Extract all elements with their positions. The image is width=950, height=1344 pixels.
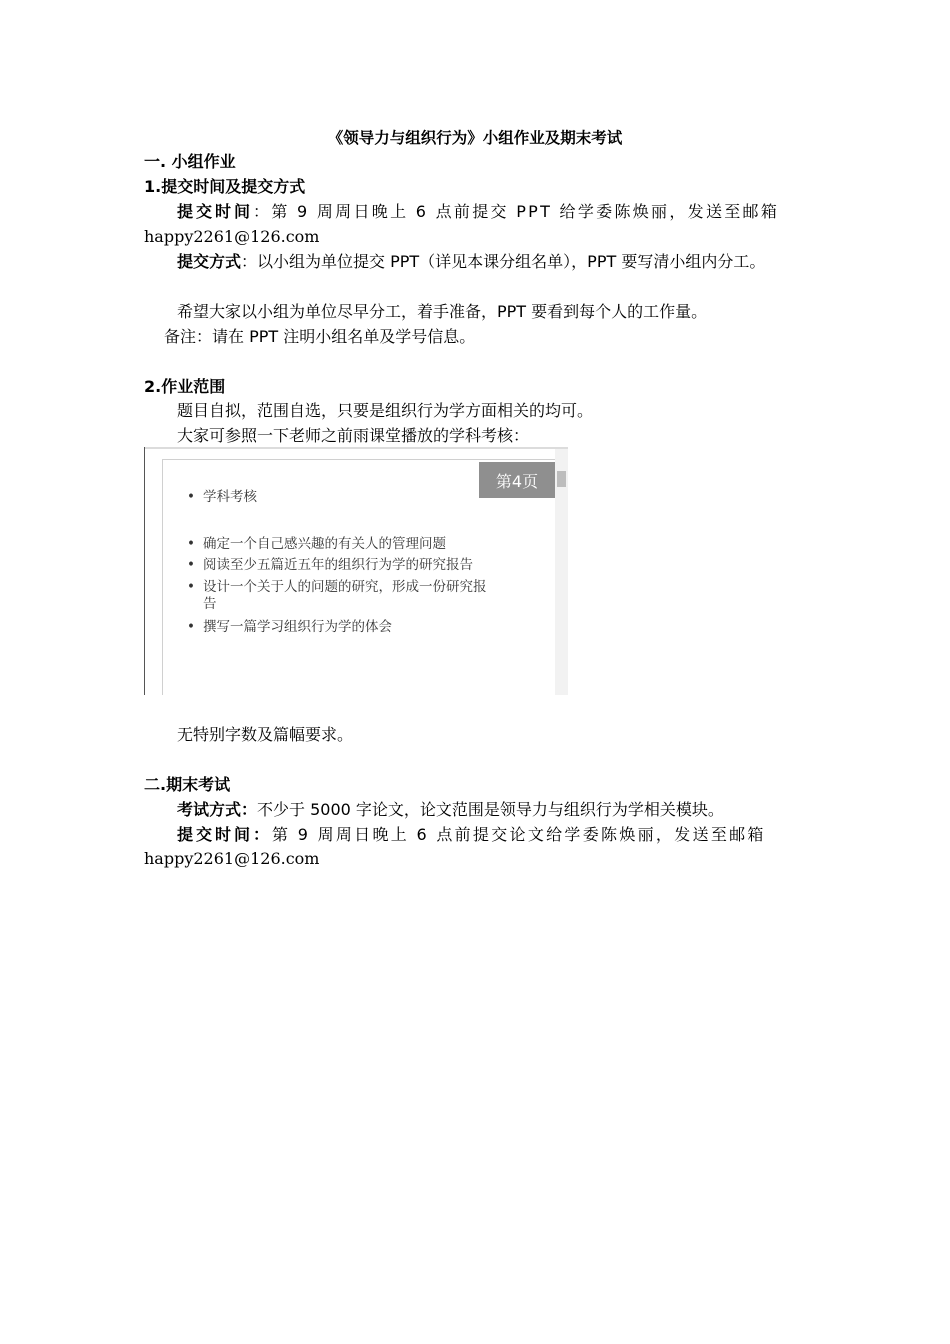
submit-email: happy2261@126.com xyxy=(144,227,320,246)
submit-method-text: ：以小组为单位提交 PPT（详见本课分组名单），PPT 要写清小组内分工。 xyxy=(241,252,766,271)
exam-method-text: 不少于 5000 字论文，论文范围是领导力与组织行为学相关模块。 xyxy=(257,800,724,819)
section-heading-final-exam: 二.期末考试 xyxy=(144,775,231,794)
exam-method-label: 考试方式： xyxy=(177,800,258,819)
submit-time-paragraph xyxy=(177,200,806,224)
submit-method-label: 提交方式 xyxy=(177,252,242,271)
exam-submit-paragraph xyxy=(177,823,806,847)
document-title: 《领导力与组织行为》小组作业及期末考试 xyxy=(327,129,623,147)
section-heading-group-work: 一. 小组作业 xyxy=(144,152,236,171)
note-paragraph: 备注：请在 PPT 注明小组名单及学号信息。 xyxy=(164,327,476,346)
hope-paragraph: 希望大家以小组为单位尽早分工，着手准备，PPT 要看到每个人的工作量。 xyxy=(177,302,708,321)
submit-method-paragraph xyxy=(177,250,765,274)
submit-time-text: ：第 9 周周日晚上 6 点前提交 PPT 给学委陈焕丽，发送至邮箱 xyxy=(253,202,780,221)
exam-email: happy2261@126.com xyxy=(144,849,320,868)
slide-scrollbar-thumb[interactable] xyxy=(557,471,566,487)
slide-top-border xyxy=(145,447,568,449)
subheading-submission: 1.提交时间及提交方式 xyxy=(144,177,306,196)
subheading-scope: 2.作业范围 xyxy=(144,377,226,396)
no-limit-paragraph: 无特别字数及篇幅要求。 xyxy=(177,725,354,744)
exam-submit-text: 第 9 周周日晚上 6 点前提交论文给学委陈焕丽，发送至邮箱 xyxy=(272,825,766,844)
exam-submit-label: 提交时间： xyxy=(177,825,273,844)
submit-time-label: 提交时间 xyxy=(177,202,254,221)
exam-method-paragraph xyxy=(177,798,724,822)
reference-paragraph: 大家可参照一下老师之前雨课堂播放的学科考核： xyxy=(177,426,530,445)
slide-page-badge: 第4页 xyxy=(479,462,555,498)
slide-scrollbar[interactable] xyxy=(555,449,568,695)
scope-paragraph: 题目自拟，范围自选，只要是组织行为学方面相关的均可。 xyxy=(177,401,594,420)
slide-screenshot: 第4页 • 学科考核 • 确定一个自己感兴趣的有关人的管理问题 • 阅读至少五篇近五年的组织行为学的研究报告 • 设计一个关于人的问题的研究，形成一份研究报 告 • 撰写一篇学习组织行为学的体会 xyxy=(144,447,568,695)
